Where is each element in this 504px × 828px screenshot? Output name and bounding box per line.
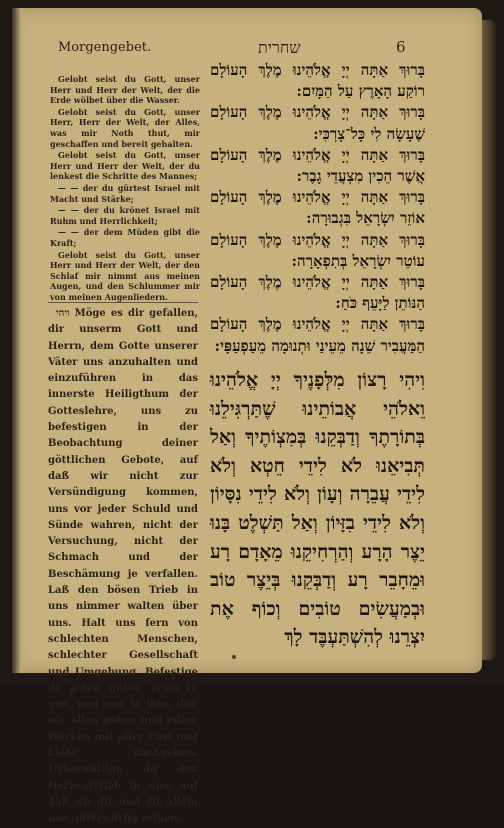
hebrew-blessing: בָּרוּךְ אַתָּה יְיָ אֱלֹהֵינוּ מֶלֶךְ הָעוֹלָם הַנּוֹתֵן לַיָּעֵף כֹּחַ: bbox=[210, 273, 425, 313]
german-prayer-column bbox=[48, 306, 198, 828]
german-blessing: Gelobt seist du Gott, unser Herr und Herr der Welt, der du lenkest die Schritte des Mannes; bbox=[50, 150, 200, 182]
page-mark bbox=[232, 655, 236, 659]
german-blessing: Gelobt seist du Gott, unser Herr, Herr der Welt, der Alles, was mir Noth thut, mir geschaffen und bereit gehalten. bbox=[50, 106, 200, 149]
hebrew-blessings-column bbox=[210, 60, 425, 357]
hebrew-blessing: בָּרוּךְ אַתָּה יְיָ אֱלֹהֵינוּ מֶלֶךְ הָעוֹלָם עוֹטֵר יִשְׂרָאֵל בְּתִפְאָרָה: bbox=[210, 230, 425, 270]
page-number: 6 bbox=[396, 38, 406, 56]
section-divider bbox=[48, 302, 198, 303]
hebrew-blessing: בָּרוּךְ אַתָּה יְיָ אֱלֹהֵינוּ מֶלֶךְ הָעוֹלָם רוֹקַע הָאָרֶץ עַל הַמָּיִם: bbox=[210, 61, 425, 101]
header-title-hebrew: שחרית bbox=[258, 38, 301, 57]
german-blessing: — — der du krönet Israel mit Ruhm und Herrlichkeit; bbox=[50, 205, 200, 226]
hebrew-blessing: בָּרוּךְ אַתָּה יְיָ אֱלֹהֵינוּ מֶלֶךְ הָעוֹלָם הַמַּעֲבִיר שֵׁנָה מֵעֵינַי וּתְנוּמָה מֵעַפְעַפָּי: bbox=[210, 315, 425, 355]
header-title-german: Morgengebet. bbox=[58, 40, 152, 55]
german-blessing: Gelobt seist du Gott, unser Herr und Herr der Welt, der den Schlaf mir nimmt aus meinen Augen, und den Schlummer mir von meinen Augenliedern. bbox=[50, 249, 200, 302]
hebrew-blessing: בָּרוּךְ אַתָּה יְיָ אֱלֹהֵינוּ מֶלֶךְ הָעוֹלָם שֶׁעָשָׂה לִי כָּל־צָרְכִּי: bbox=[210, 103, 425, 143]
german-blessing: — — der du gürtest Israel mit Macht und Stärke; bbox=[50, 182, 200, 204]
german-prayer-text: ויהי Möge es dir gefallen, dir unserm Gott und Herrn, dem Gotte unserer Väter uns anzuhalten und einzuführen in das innerste Heiligthum der Gotteslehre, uns zu befestigen in der Beobachtung deiner göttlichen Gebote, auf daß wir nicht zur Versündigung kommen, uns vor jeder Schuld und Sünde wahren, nicht der Versuchung, nicht der Schmach und der Beschämung je verfallen. Laß den bösen Trieb in uns nimmer walten über uns. Halt uns fern von schlechten Menschen, schlechter Gesellschaft und Umgebung. Befestige du jeden guten Trieb in uns, und uns in ihm, daß wir allen guten und edlen Werken mit aller Lust und Liebe nachgehen. Ueberwältige du den Herzenstrieb in uns, auf daß wir dir und dir allein uns unterwürfig zeigen. bbox=[48, 308, 198, 825]
page-edge bbox=[482, 20, 496, 660]
hebrew-blessing: בָּרוּךְ אַתָּה יְיָ אֱלֹהֵינוּ מֶלֶךְ הָעוֹלָם אֲשֶׁר הֵכִין מִצְעֲדֵי גָבֶר: bbox=[210, 145, 425, 186]
hebrew-prayer-text: וִיהִי רָצוֹן מִלְּפָנֶיךָ יְיָ אֱלֹהֵינוּ וֵאלֹהֵי אֲבוֹתֵינוּ שֶׁתַּרְגִּילֵנוּ בְּתוֹרָתֶךָ וְדַבְּקֵנוּ בְּמִצְוֹתֶיךָ וְאַל תְּבִיאֵנוּ לֹא לִידֵי חֵטְא וְלֹא לִידֵי עֲבֵרָה וְעָוֹן וְלֹא לִידֵי נִסָּיוֹן וְלֹא לִידֵי בִזָּיוֹן וְאַל תַּשְׁלֶט בָּנוּ יֵצֶר הָרָע וְהַרְחִיקֵנוּ מֵאָדָם רָע וּמֵחָבֵר רָע וְדַבְּקֵנוּ בְּיֵצֶר טוֹב וּבְמַעֲשִׂים טוֹבִים וְכוֹף אֶת יִצְרֵנוּ לְהִשְׁתַּעְבֶּד לָךְ bbox=[210, 369, 425, 649]
german-blessing: Gelobt seist du Gott, unser Herr und Herr der Welt, der die Erde wölbet über die Wasser. bbox=[50, 74, 200, 106]
book-gutter bbox=[12, 8, 22, 673]
hebrew-blessing: בָּרוּךְ אַתָּה יְיָ אֱלֹהֵינוּ מֶלֶךְ הָעוֹלָם אוֹזֵר יִשְׂרָאֵל בִּגְבוּרָה: bbox=[210, 188, 425, 228]
german-blessings-column bbox=[50, 74, 200, 303]
german-blessing: — — der dem Müden gibt die Kraft; bbox=[50, 227, 200, 248]
